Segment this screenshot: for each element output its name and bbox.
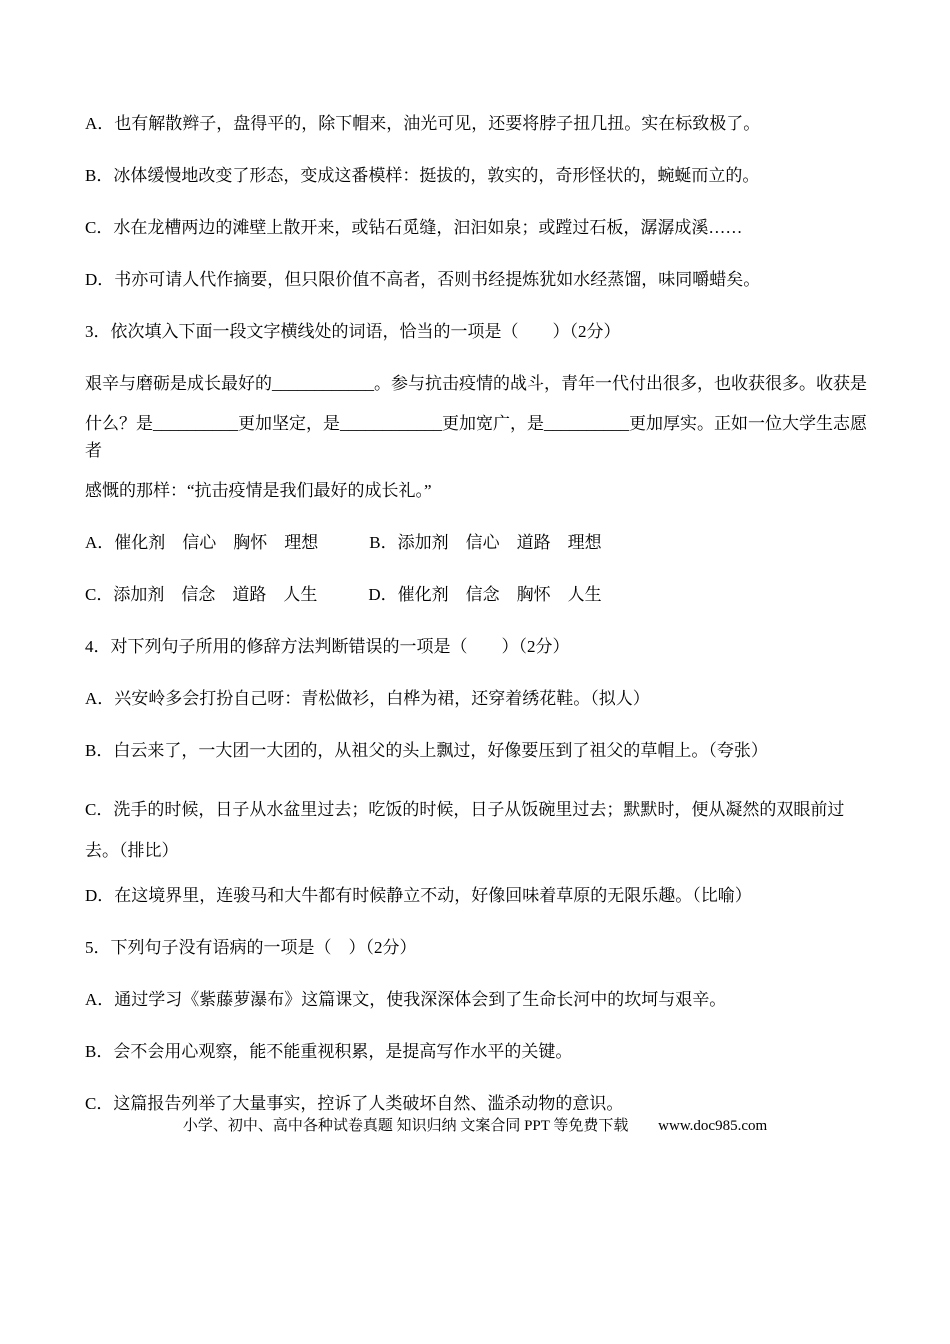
q4-option-d: D．在这境界里，连骏马和大牛都有时候静立不动，好像回味着草原的无限乐趣。（比喻） (85, 886, 752, 905)
question-5-stem: 5．下列句子没有语病的一项是（ ）（2分） (85, 938, 417, 957)
page-footer (0, 1114, 950, 1135)
q2-option-c: C．水在龙槽两边的滩壁上散开来，或钻石觅缝，汩汩如泉；或蹚过石板，潺潺成溪…… (85, 218, 743, 237)
q2-option-d: D．书亦可请人代作摘要，但只限价值不高者，否则书经提炼犹如水经蒸馏，味同嚼蜡矣。 (85, 270, 761, 289)
question-3-stem: 3．依次填入下面一段文字横线处的词语，恰当的一项是（ ）（2分） (85, 322, 621, 341)
q3-options-ab: A．催化剂 信心 胸怀 理想 B．添加剂 信心 道路 理想 (85, 533, 602, 552)
q4-option-a: A．兴安岭多会打扮自己呀：青松做衫，白桦为裙，还穿着绣花鞋。（拟人） (85, 689, 650, 708)
q4-option-c: C．洗手的时候，日子从水盆里过去；吃饭的时候，日子从饭碗里过去；默默时，便从凝然的双眼前过去。（排比） (85, 800, 845, 860)
footer-promo-text: 小学、初中、高中各种试卷真题 知识归纳 文案合同 PPT 等免费下载 (182, 1118, 629, 1134)
q3-passage-line-3: 感慨的那样：“抗击疫情是我们最好的成长礼。” (85, 481, 432, 500)
q4-option-b: B．白云来了，一大团一大团的，从祖父的头上飘过，好像要压到了祖父的草帽上。（夸张） (85, 741, 768, 760)
question-4-stem: 4．对下列句子所用的修辞方法判断错误的一项是（ ）（2分） (85, 637, 570, 656)
q5-option-a: A．通过学习《紫藤萝瀑布》这篇课文，使我深深体会到了生命长河中的坎坷与艰辛。 (85, 990, 727, 1009)
q2-option-a: A．也有解散辫子，盘得平的，除下帽来，油光可见，还要将脖子扭几扭。实在标致极了。 (85, 114, 761, 133)
q2-option-b: B．冰体缓慢地改变了形态，变成这番模样：挺拔的，敦实的，奇形怪状的，蜿蜒而立的。 (85, 166, 760, 185)
exam-page (85, 110, 867, 1142)
footer-site-url: www.doc985.com (658, 1118, 768, 1134)
q5-option-b: B．会不会用心观察，能不能重视积累，是提高写作水平的关键。 (85, 1042, 573, 1061)
q3-passage-line-2: 什么？是__________更加坚定，是____________更加宽广，是__________更加厚实。正如一位大学生志愿者 (85, 414, 867, 460)
q3-passage-line-1: 艰辛与磨砺是成长最好的____________。参与抗击疫情的战斗，青年一代付出很多，也收获很多。收获是 (85, 374, 867, 393)
q5-option-c: C．这篇报告列举了大量事实，控诉了人类破坏自然、滥杀动物的意识。 (85, 1094, 624, 1113)
q3-options-cd: C．添加剂 信念 道路 人生 D．催化剂 信念 胸怀 人生 (85, 585, 602, 604)
